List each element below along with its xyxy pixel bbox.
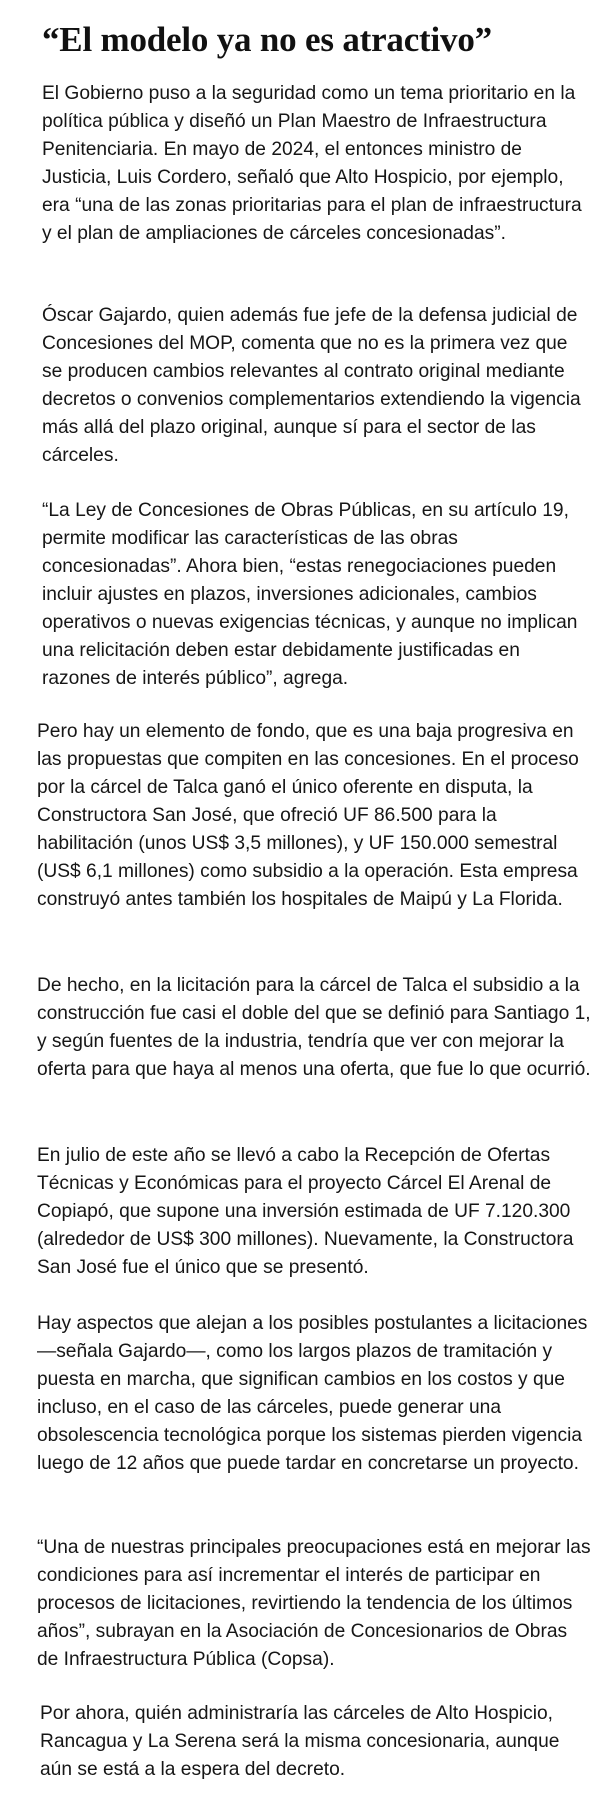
article-paragraph-1: El Gobierno puso a la seguridad como un tema prioritario en la política pública y diseñó un Plan Maestro de Infraestructura Penitenciaria. En mayo de 2024, el entonces ministro de Justicia, Luis Cordero, señaló que Alto Hospicio, por ejemplo, era “una de las zonas prioritarias para el plan de infraestructura y el plan de ampliaciones de cárceles concesionadas”.	[42, 83, 582, 244]
article-paragraph-7: Hay aspectos que alejan a los posibles postulantes a licitaciones —señala Gajardo—, como los largos plazos de tramitación y puesta en marcha, que significan cambios en los costos y que incluso, en el caso de las cárceles, puede generar una obsolescencia tecnológica porque los sistemas pierden vigencia luego de 12 años que puede tardar en concretarse un proyecto.	[37, 1313, 588, 1474]
article-paragraph-6: En julio de este año se llevó a cabo la Recepción de Ofertas Técnicas y Económicas para el proyecto Cárcel El Arenal de Copiapó, que supone una inversión estimada de UF 7.120.300 (alrededor de US$ 300 millones). Nuevamente, la Constructora San José fue el único que se presentó.	[37, 1145, 574, 1278]
article-paragraph-9: Por ahora, quién administraría las cárceles de Alto Hospicio, Rancagua y La Serena será la misma concesionaria, aunque aún se está a la espera del decreto.	[40, 1703, 560, 1780]
article-paragraph-8: “Una de nuestras principales preocupaciones está en mejorar las condiciones para así incrementar el interés de participar en procesos de licitaciones, revirtiendo la tendencia de los últimos años”, subrayan en la Asociación de Concesionarios de Obras de Infraestructura Pública (Copsa).	[37, 1537, 591, 1670]
article-paragraph-5: De hecho, en la licitación para la cárcel de Talca el subsidio a la construcción fue casi el doble del que se definió para Santiago 1, y según fuentes de la industria, tendría que ver con mejorar la oferta para que haya al menos una oferta, que fue lo que ocurrió.	[37, 975, 591, 1080]
article-paragraph-4: Pero hay un elemento de fondo, que es una baja progresiva en las propuestas que compiten en las concesiones. En el proceso por la cárcel de Talca ganó el único oferente en disputa, la Constructora San José, que ofreció UF 86.500 para la habilitación (unos US$ 3,5 millones), y UF 150.000 semestral (US$ 6,1 millones) como subsidio a la operación. Esta empresa construyó antes también los hospitales de Maipú y La Florida.	[37, 721, 579, 910]
article-paragraph-2: Óscar Gajardo, quien además fue jefe de la defensa judicial de Concesiones del MOP, comenta que no es la primera vez que se producen cambios relevantes al contrato original mediante decretos o convenios complementarios extendiendo la vigencia más allá del plazo original, aunque sí para el sector de las cárceles.	[42, 305, 581, 466]
article-headline: “El modelo ya no es atractivo”	[42, 20, 492, 59]
article-paragraph-3: “La Ley de Concesiones de Obras Públicas, en su artículo 19, permite modificar las características de las obras concesionadas”. Ahora bien, “estas renegociaciones pueden incluir ajustes en plazos, inversiones adicionales, cambios operativos o nuevas exigencias técnicas, y aunque no implican una relicitación deben estar debidamente justificadas en razones de interés público”, agrega.	[42, 500, 578, 689]
